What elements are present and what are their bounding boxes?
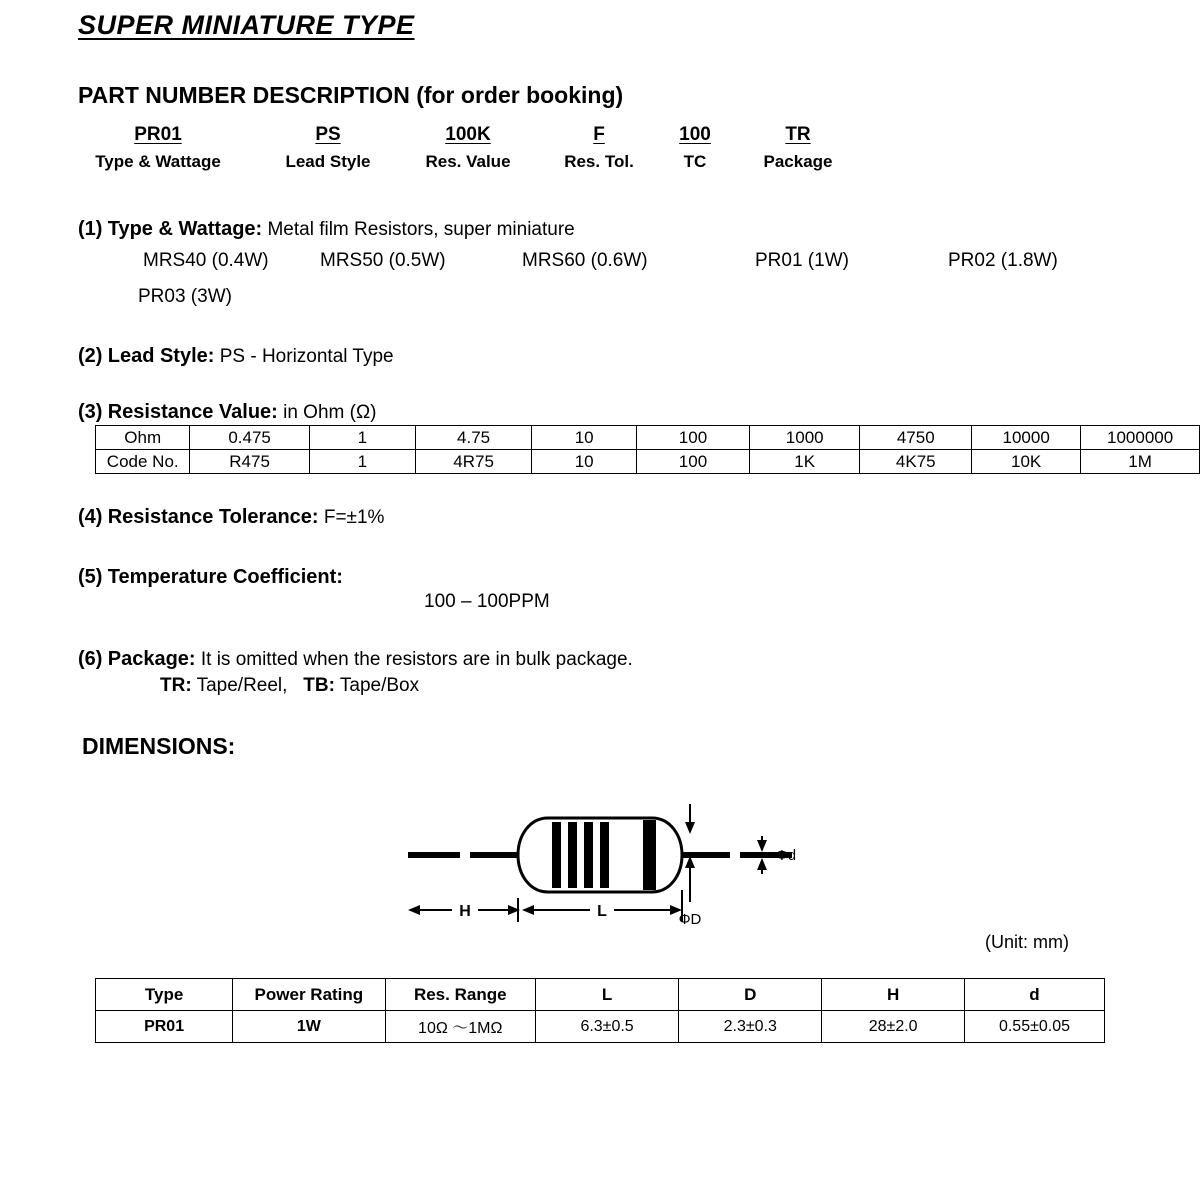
item-number: (3) xyxy=(78,401,103,423)
item-text: in Ohm (Ω) xyxy=(283,402,377,423)
item-text: Metal film Resistors, super miniature xyxy=(267,219,575,240)
page-title: SUPER MINIATURE TYPE xyxy=(78,10,415,40)
item-heading: Temperature Coefficient: xyxy=(107,566,343,588)
part-label: TC xyxy=(683,152,707,171)
item-number: (1) xyxy=(78,218,103,240)
item-heading: Lead Style: xyxy=(107,345,215,367)
unit-note: (Unit: mm) xyxy=(985,932,1069,952)
wattage-pr01: PR01 (1W) xyxy=(755,250,849,271)
part-code: 100K xyxy=(445,124,491,145)
package-codes xyxy=(160,675,419,697)
item-temperature-coefficient xyxy=(78,564,343,591)
part-label: Res. Value xyxy=(425,152,511,171)
item-text: PS - Horizontal Type xyxy=(219,346,394,367)
package-code-tb-text: Tape/Box xyxy=(339,675,420,696)
item-heading: Resistance Value: xyxy=(107,401,278,423)
item-heading: Resistance Tolerance: xyxy=(107,506,319,528)
item-heading: Type & Wattage: xyxy=(107,218,263,240)
item-text: It is omitted when the resistors are in bulk package. xyxy=(200,649,633,670)
wattage-pr03: PR03 (3W) xyxy=(138,286,232,307)
col-header-h: H xyxy=(822,979,965,1011)
cell-code-6: 4K75 xyxy=(860,450,972,474)
cell-d-large: 2.3±0.3 xyxy=(679,1011,822,1043)
cell-code-1: 1 xyxy=(309,450,415,474)
cell-res-range: 10Ω ～1MΩ xyxy=(385,1011,535,1043)
col-header-d-small: d xyxy=(964,979,1104,1011)
part-code: F xyxy=(593,124,605,145)
temperature-coefficient-value: 100 – 100PPM xyxy=(424,591,550,612)
part-number-field-lead-style xyxy=(263,124,393,172)
dimensions-table xyxy=(95,978,1105,1043)
cell-code-0: R475 xyxy=(190,450,309,474)
part-label: Res. Tol. xyxy=(564,152,634,171)
resistance-value-table xyxy=(95,425,1200,474)
item-number: (4) xyxy=(78,506,103,528)
part-number-field-tc xyxy=(656,124,734,172)
cell-power-rating: 1W xyxy=(233,1011,385,1043)
part-code: 100 xyxy=(679,124,711,145)
col-header-d-large: D xyxy=(679,979,822,1011)
part-label: Type & Wattage xyxy=(95,152,221,171)
item-resistance-tolerance xyxy=(78,504,384,531)
part-number-field-type-wattage xyxy=(78,124,238,172)
cell-ohm-3: 10 xyxy=(532,426,637,450)
item-number: (2) xyxy=(78,345,103,367)
item-type-wattage xyxy=(78,216,575,243)
cell-code-2: 4R75 xyxy=(415,450,531,474)
part-label: Package xyxy=(763,152,833,171)
item-heading: Package: xyxy=(107,648,196,670)
cell-ohm-1: 1 xyxy=(309,426,415,450)
table-row-ohm xyxy=(96,426,1200,450)
cell-code-5: 1K xyxy=(749,450,860,474)
label-phi-d: Φd xyxy=(775,847,797,864)
cell-ohm-7: 10000 xyxy=(972,426,1081,450)
package-code-tb: TB: xyxy=(303,675,335,696)
cell-ohm-5: 1000 xyxy=(749,426,860,450)
cell-code-8: 1M xyxy=(1081,450,1200,474)
cell-ohm-8: 1000000 xyxy=(1081,426,1200,450)
cell-ohm-0: 0.475 xyxy=(190,426,309,450)
item-number: (5) xyxy=(78,566,103,588)
item-lead-style xyxy=(78,343,394,370)
part-code: PS xyxy=(315,124,341,145)
part-number-field-res-value xyxy=(403,124,533,172)
table-row-code xyxy=(96,450,1200,474)
svg-text:L: L xyxy=(597,903,607,920)
resistor-dimension-drawing xyxy=(400,790,850,940)
item-number: (6) xyxy=(78,648,103,670)
part-code: PR01 xyxy=(134,124,182,145)
svg-text:H: H xyxy=(459,903,471,920)
item-resistance-value xyxy=(78,399,377,426)
label-phi-D: ΦD xyxy=(678,911,702,928)
item-text: F=±1% xyxy=(323,507,385,528)
cell-l: 6.3±0.5 xyxy=(535,1011,678,1043)
cell-type: PR01 xyxy=(96,1011,233,1043)
part-number-breakdown xyxy=(78,124,1118,180)
part-label: Lead Style xyxy=(285,152,371,171)
table-header-row xyxy=(96,979,1105,1011)
part-number-field-package xyxy=(730,124,866,172)
dimensions-title: DIMENSIONS: xyxy=(82,733,236,759)
item-package xyxy=(78,646,633,673)
package-code-tr-text: Tape/Reel, xyxy=(196,675,288,696)
cell-ohm-2: 4.75 xyxy=(415,426,531,450)
cell-h: 28±2.0 xyxy=(822,1011,965,1043)
col-header-l: L xyxy=(535,979,678,1011)
cell-ohm-6: 4750 xyxy=(860,426,972,450)
cell-code-3: 10 xyxy=(532,450,637,474)
package-code-tr: TR: xyxy=(160,675,192,696)
cell-d-small: 0.55±0.05 xyxy=(964,1011,1104,1043)
wattage-mrs60: MRS60 (0.6W) xyxy=(522,250,648,271)
cell-code-7: 10K xyxy=(972,450,1081,474)
wattage-mrs40: MRS40 (0.4W) xyxy=(143,250,269,271)
part-code: TR xyxy=(785,124,811,145)
cell-code-4: 100 xyxy=(637,450,750,474)
table-row xyxy=(96,1011,1105,1043)
wattage-pr02: PR02 (1.8W) xyxy=(948,250,1058,271)
col-header-power-rating: Power Rating xyxy=(233,979,385,1011)
row-header-ohm: Ohm xyxy=(96,426,190,450)
cell-ohm-4: 100 xyxy=(637,426,750,450)
wattage-mrs50: MRS50 (0.5W) xyxy=(320,250,446,271)
col-header-res-range: Res. Range xyxy=(385,979,535,1011)
row-header-code: Code No. xyxy=(96,450,190,474)
section-title: PART NUMBER DESCRIPTION (for order booking) xyxy=(78,82,624,108)
col-header-type: Type xyxy=(96,979,233,1011)
part-number-field-res-tol xyxy=(540,124,658,172)
resistor-drawing-svg xyxy=(400,790,850,940)
